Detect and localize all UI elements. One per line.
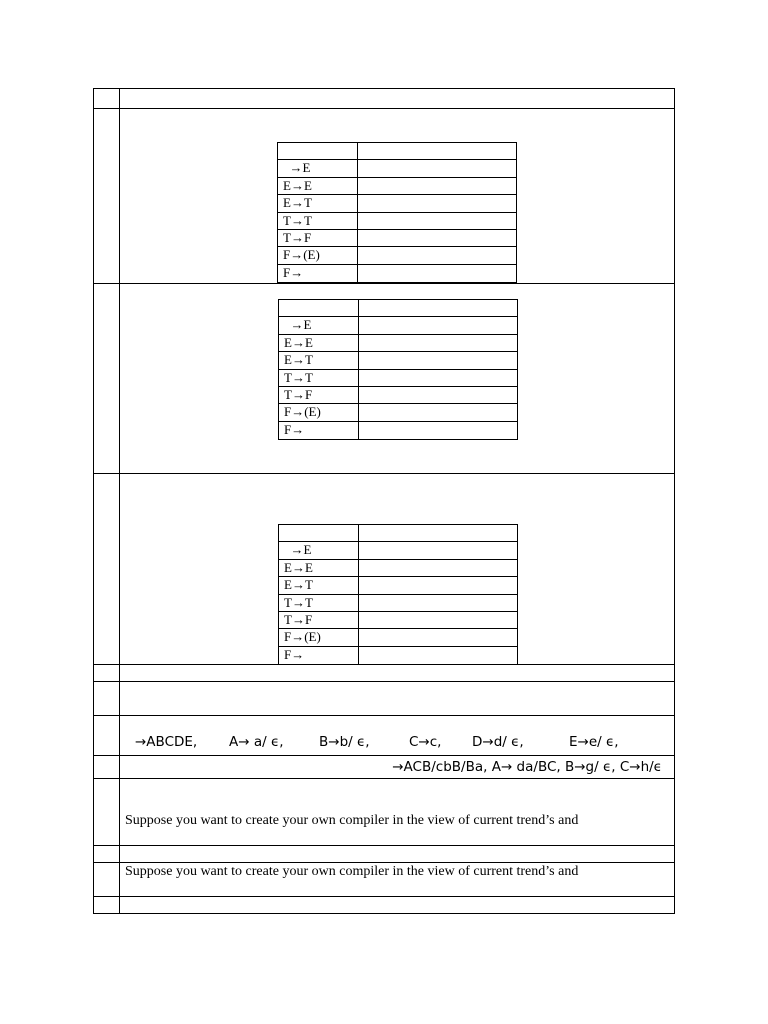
production-header-row	[279, 300, 517, 317]
production-table-3	[278, 524, 518, 665]
number-cell	[94, 846, 120, 862]
grammar-term: D→d/ ϵ,	[472, 734, 524, 750]
number-cell	[94, 779, 120, 845]
number-cell	[94, 474, 120, 664]
question-text-2: Suppose you want to create your own compiler in the view of current trend’s and	[125, 864, 579, 879]
table-row	[94, 716, 674, 756]
production-row: E→E	[279, 560, 517, 577]
number-cell	[94, 756, 120, 778]
question-table	[93, 88, 675, 914]
production-row: F→(E)	[279, 404, 517, 421]
production-table-2	[278, 299, 518, 440]
production-row: E→E	[279, 335, 517, 352]
table-row	[94, 665, 674, 682]
grammar-term: C→c,	[409, 734, 442, 750]
production-row: F→(E)	[279, 629, 517, 646]
table-row	[94, 779, 674, 846]
production-header-row	[279, 525, 517, 542]
table-row	[94, 284, 674, 474]
number-cell	[94, 284, 120, 473]
production-row: F→	[279, 647, 517, 664]
number-cell	[94, 109, 120, 283]
production-row: E→T	[279, 352, 517, 369]
production-row: T→T	[279, 370, 517, 387]
table-row	[94, 846, 674, 863]
grammar-term: →ABCDE,	[135, 734, 198, 750]
production-header-row	[278, 143, 516, 160]
number-cell	[94, 89, 120, 108]
production-row: F→	[279, 422, 517, 439]
production-row: T→T	[279, 595, 517, 612]
production-row: T→F	[278, 230, 516, 247]
production-row: E→T	[278, 195, 516, 212]
production-row: →E	[278, 160, 516, 177]
number-cell	[94, 897, 120, 913]
production-row: E→E	[278, 178, 516, 195]
number-cell	[94, 863, 120, 896]
grammar-line-2: →ACB/cbB/Ba, A→ da/BC, B→g/ ϵ, C→h/ϵ	[392, 759, 662, 775]
number-cell	[94, 682, 120, 715]
table-row	[94, 897, 674, 913]
grammar-term: E→e/ ϵ,	[569, 734, 619, 750]
table-row	[94, 474, 674, 665]
production-row: F→(E)	[278, 247, 516, 264]
grammar-term: A→ a/ ϵ,	[229, 734, 284, 750]
table-row	[94, 682, 674, 716]
table-row	[94, 863, 674, 897]
production-row: T→F	[279, 612, 517, 629]
production-row: E→T	[279, 577, 517, 594]
number-cell	[94, 665, 120, 681]
production-table-1	[277, 142, 517, 283]
production-row: →E	[279, 542, 517, 559]
question-text-1: Suppose you want to create your own compiler in the view of current trend’s and	[125, 813, 579, 828]
number-cell	[94, 716, 120, 755]
production-row: T→F	[279, 387, 517, 404]
production-row: F→	[278, 265, 516, 282]
table-row	[94, 109, 674, 284]
grammar-term: B→b/ ϵ,	[319, 734, 370, 750]
production-row: →E	[279, 317, 517, 334]
table-row	[94, 756, 674, 779]
table-row	[94, 89, 674, 109]
production-row: T→T	[278, 213, 516, 230]
